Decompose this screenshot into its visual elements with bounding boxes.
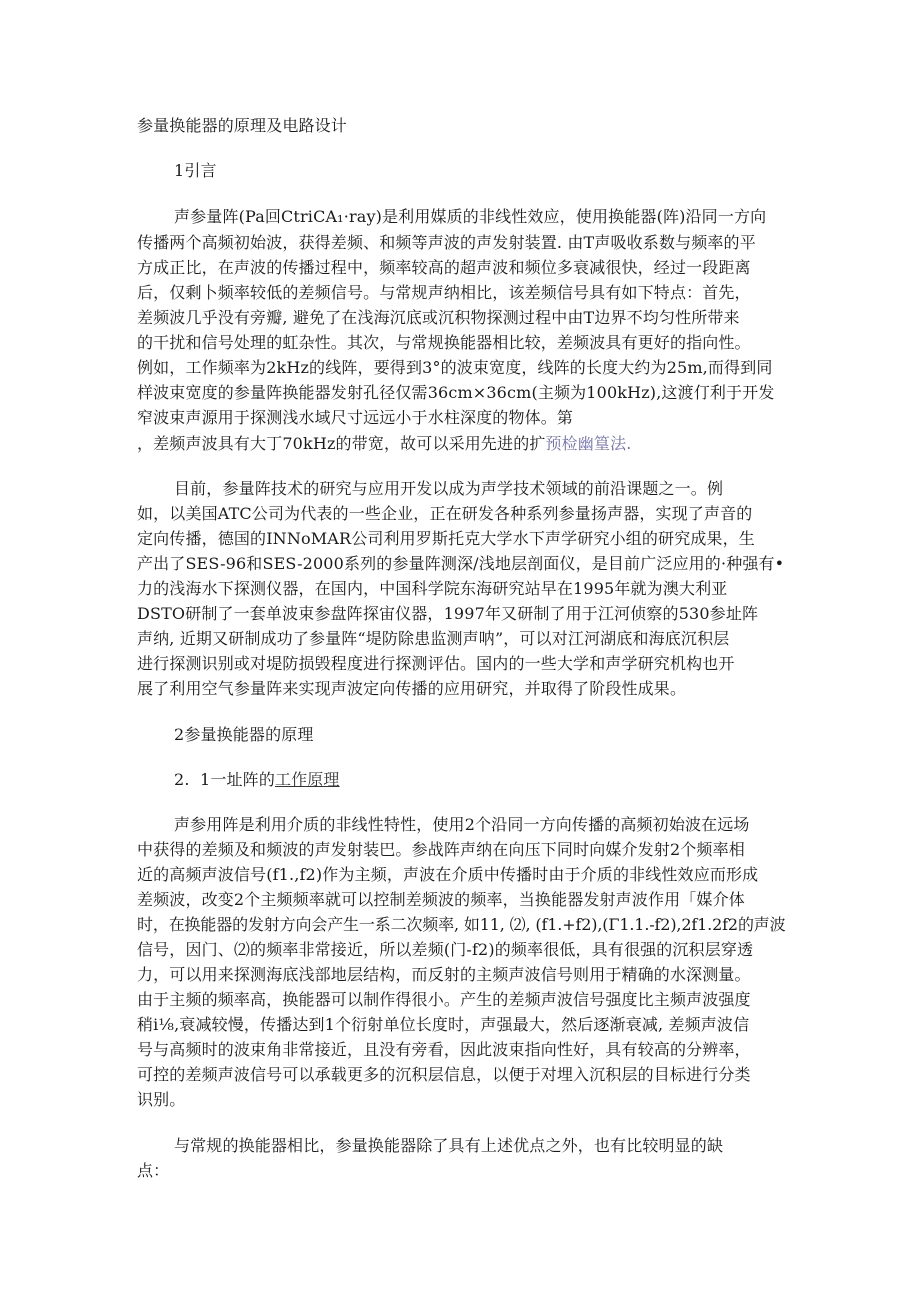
paragraph-line: 差频波几乎没有旁瓣, 避免了在浅海沉底或沉积物探测过程中由T边界不均匀性所带来 [137,308,740,327]
paragraph-line: 产出了SES-96和SES-2000系列的参量阵测深/浅地层剖面仪，是目前广泛应用的·种强有• [137,554,785,573]
paragraph-line: 例如，工作频率为2kHz的线阵，要得到3°的波束宽度，线阵的长度大约为25m,而得到同 [137,358,773,377]
paragraph-line: 的干扰和信号处理的虹杂性。其次，与常规换能器相比较，差频波具有更好的指向性。 [137,333,751,352]
paragraph-line: 方成正比，在声波的传播过程中，频率较高的超声波和频位多衰减很快，经过一段距离 [137,258,751,277]
paragraph-line: 声参用阵是利用介质的非线性特性，使用2个沿同一方向传播的高频初始波在远场 [174,815,750,834]
paragraph-line: 差频波，改变2个主频频率就可以控制差频波的频率，当换能器发射声波作用「媒介体 [137,890,745,909]
paragraph-line: 近的高频声波信号(f1.,f2)作为主频，声波在介质中传播时由于介质的非线性效应而形成 [137,865,759,884]
paragraph-line: 传播两个高频初始波，获得差频、和频等声波的声发射装置. 由T声吸收系数与频率的平 [137,233,756,252]
paragraph-line: 展了利用空气参量阵来实现声波定向传播的应用研究，并取得了阶段性成果。 [137,679,687,698]
paragraph-line: 力的浅海水下探测仪器，在国内，中国科学院东海研究站早在1995年就为澳大利亚 [137,579,728,598]
document-title: 参量换能器的原理及电路设计 [137,116,347,135]
paragraph-line: 力，可以用来探测海底浅部地层结构，而反射的主频声波信号则用于精确的水深测量。 [137,965,751,984]
paragraph-line: 由于主频的频率高，换能器可以制作得很小。产生的差频声波信号强度比主频声波强度 [137,990,751,1009]
paragraph-line: 信号，因门、⑵的频率非常接近，所以差频(门-f2)的频率很低，具有很强的沉积层穿透 [137,940,754,959]
subsection-number: 2. 1一址阵的 [174,770,275,789]
paragraph-line: 声纳, 近期又研制成功了参量阵“堤防除患监测声呐”，可以对江河湖底和海底沉积层 [137,629,730,648]
paragraph-line: 识别。 [137,1090,186,1109]
paragraph-line: 样波束宽度的参量阵换能器发射孔径仅需36cm×36cm(主频为100kHz),这渡仃利于开发 [137,383,775,402]
paragraph-line: 后，仅剩卜频率较低的差频信号。与常规声纳相比，该差频信号具有如下特点：首先， [137,283,751,302]
paragraph-line: DSTO研制了一套单波束参盘阵探宙仪器，1997年又研制了用于江河侦察的530参址阵 [137,604,759,623]
paragraph-line: 与常规的换能器相比，参量换能器除了具有上述优点之外，也有比较明显的缺 [174,1136,724,1155]
inline-link[interactable]: 预检幽篁法. [545,434,632,453]
paragraph-line: 号与高频时的波束角非常接近，且没有旁看，因此波束指向性好，具有较高的分辨率， [137,1040,751,1059]
paragraph-line: 定向传播，德国的INNoMAR公司利用罗斯托克大学水下声学研究小组的研究成果，生 [137,529,755,548]
paragraph-line: 如，以美国ATC公司为代表的一些企业，正在研发各种系列参量扬声器，实现了声音的 [137,504,753,523]
paragraph-line: 点： [137,1161,170,1180]
paragraph-text: ，差频声波具有大丁70kHz的带宽，故可以采用先进的扩 [137,434,546,453]
paragraph-line: 时，在换能器的发射方向会产生一系二次频率, 如11, ⑵, (f1.+f2),(Γ1.1.-f2),2f1.2f2的声波 [137,915,786,934]
subsection-link[interactable]: 工作原理 [274,770,340,789]
paragraph-line [137,432,632,456]
section-heading: 1引言 [174,161,217,180]
paragraph-line: 目前，参量阵技术的研究与应用开发以成为声学技术领域的前沿课题之一。例 [174,479,724,498]
paragraph-line: 声参量阵(Pa回CtriCA₁·ray)是利用媒质的非线性效应，使用换能器(阵)沿同一方向 [174,207,767,226]
paragraph-line: 可控的差频声波信号可以承载更多的沉积层信息，以便于对埋入沉积层的目标进行分类 [137,1065,751,1084]
paragraph-line: 窄波束声源用于探测浅水域尺寸远远小于水柱深度的物体。第 [137,408,574,427]
paragraph-line: 中获得的差频及和频波的声发射装巴。参战阵声纳在向压下同时向媒介发射2个频率相 [137,840,745,859]
section-heading: 2参量换能器的原理 [174,725,314,744]
subsection-heading [174,768,340,792]
paragraph-line: 进行探测识别或对堤防损毁程度进行探测评估。国内的一些大学和声学研究机构也开 [137,654,735,673]
paragraph-line: 稍i⅛,衰减较慢，传播达到1个衍射单位长度时，声强最大，然后逐渐衰减, 差频声波信 [137,1015,750,1034]
